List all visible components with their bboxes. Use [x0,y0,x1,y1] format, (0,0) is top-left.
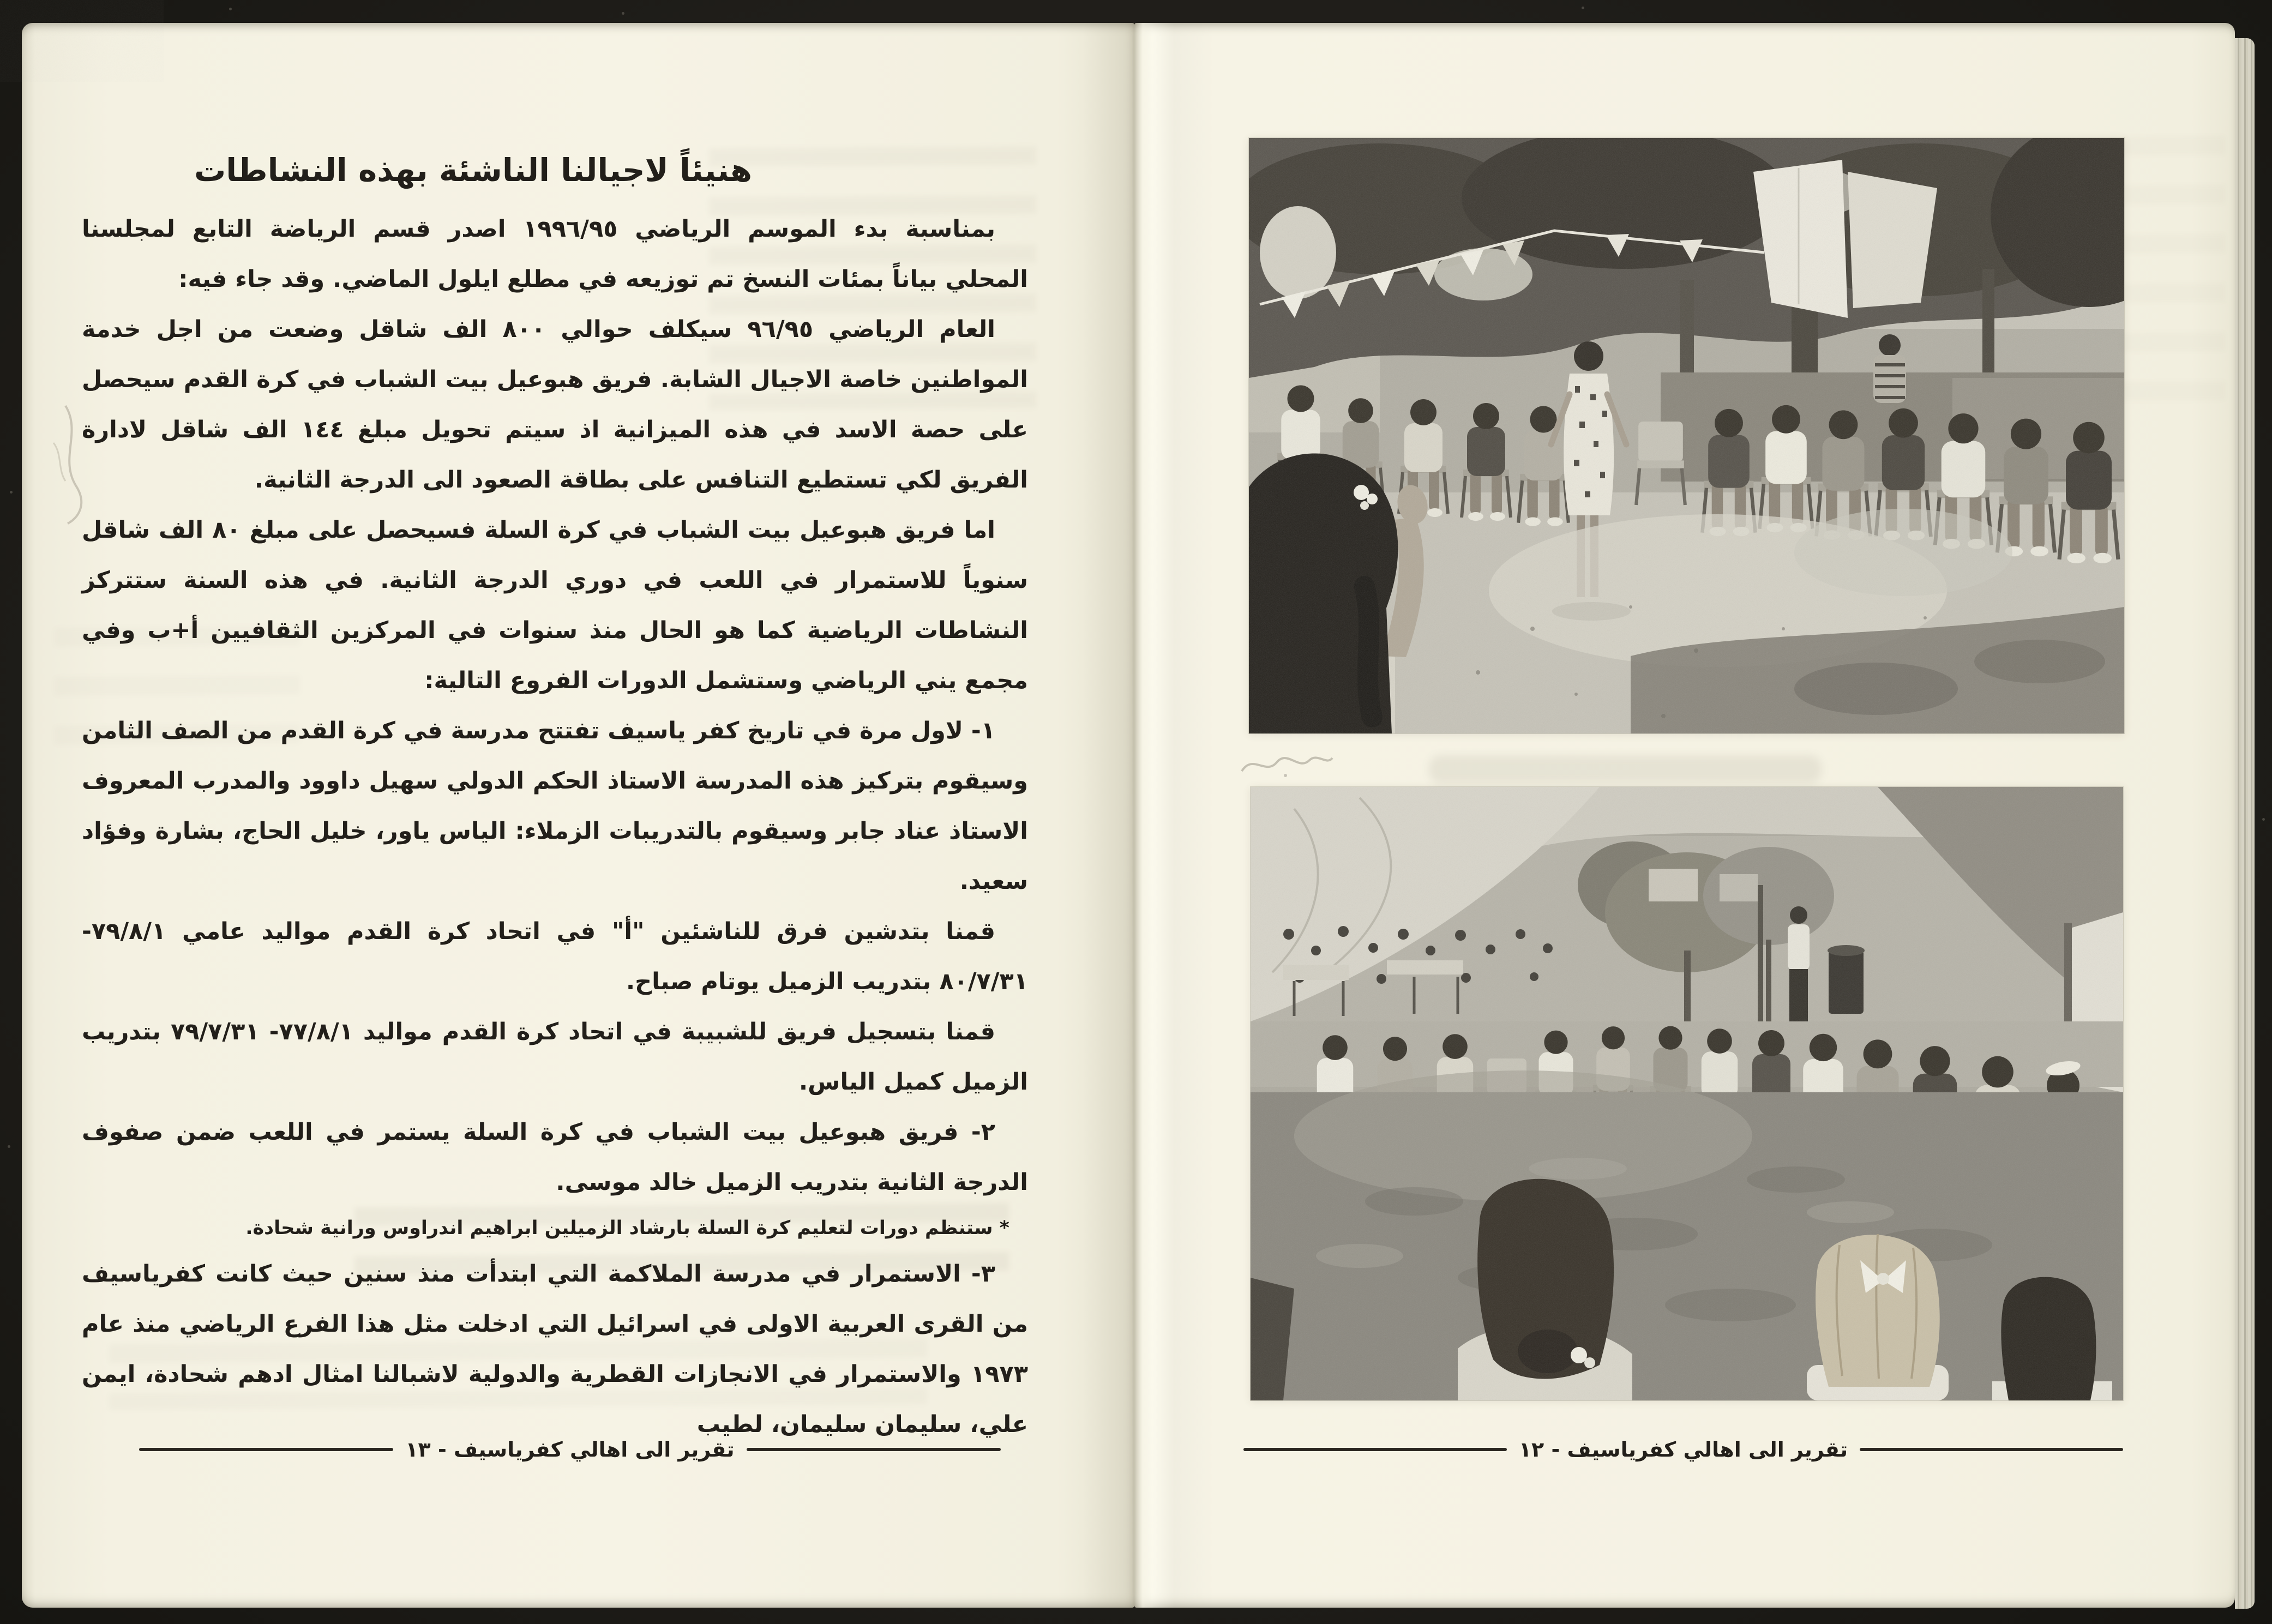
dust-speck [229,8,232,10]
dust-speck [622,12,624,15]
right-footer-text: تقرير الى اهالي كفرياسيف - ١٢ [1518,1437,1848,1461]
handwritten-note-mark [1235,737,1339,786]
list-item-3-boxing-school: ٣- الاستمرار في مدرسة الملاكمة التي ابتدأت منذ سنين حيث كانت كفرياسيف من القرى العربية الاولى في اسرائيل التي ادخلت مثل هذا الفرع الرياضي منذ عام ١٩٧٣ والاستمرار في الانجازات القطرية والدولية لاشبالنا امثال ادهم شحادة، ايمن علي، سليمان سليمان، لطيب [82,1260,1028,1438]
photo-children-outdoor-circle [1249,138,2124,733]
ink-bleed-through [1429,755,1822,784]
photo-illustration [1249,138,2124,733]
dust-speck [1582,7,1584,9]
photo-children-tent-circle [1251,787,2123,1400]
paragraph-youth-registration: قمنا بتسجيل فريق للشبيبة في اتحاد كرة القدم مواليد ٧٧/٨/١- ٧٩/٧/٣١ بتدريب الزميل كميل الياس. [82,1018,1028,1096]
footer-rule [1243,1448,1507,1451]
footer-rule [139,1448,393,1451]
ink-bleed-through [2121,136,2225,420]
article-body [82,204,1028,1449]
paragraph-youth-a-teams: قمنا بتدشين فرق للناشئين "أ" في اتحاد كرة القدم مواليد عامي ٧٩/٨/١- ٨٠/٧/٣١ بتدريب الزميل يوتام صباح. [82,918,1028,995]
list-item-1-football-school: ١- لاول مرة في تاريخ كفر ياسيف تفتتح مدرسة في كرة القدم من الصف الثامن وسيقوم بتركيز هذه المدرسة الاستاذ الحكم الدولي سهيل داوود والمدرب المعروف الاستاذ عناد جابر وسيقوم بالتدريبات الزملاء: الياس ياور، خليل الحاج، بشارة وفؤاد سعيد. [82,717,1028,895]
paragraph-budget: العام الرياضي ٩٦/٩٥ سيكلف حوالي ٨٠٠ الف شاقل وضعت من اجل خدمة المواطنين خاصة الاجيال الشابة. فريق هبوعيل بيت الشباب في كرة القدم سيحصل على حصة الاسد في هذه الميزانية اذ سيتم تحويل مبلغ ١٤٤ الف شاقل لادارة الفريق لكي تستطيع التنافس على بطاقة الصعود الى الدرجة الثانية. [82,316,1028,494]
paragraph-basketball-budget: اما فريق هبوعيل بيت الشباب في كرة السلة فسيحصل على مبلغ ٨٠ الف شاقل سنوياً للاستمرار في اللعب في دوري الدرجة الثانية. في هذه السنة ستتركز النشاطات الرياضية كما هو الحال منذ سنوات في المركزين الثقافيين أ+ب وفي مجمع يني الرياضي وستشمل الدورات الفروع التالية: [82,516,1028,694]
dust-speck [8,1145,10,1148]
dust-speck [2262,818,2265,821]
right-page [1134,23,2235,1608]
photo-illustration [1251,787,2123,1400]
dust-speck [10,491,13,494]
left-page [22,23,1134,1608]
footer-rule [1860,1448,2123,1451]
list-item-2-basketball-team: ٢- فريق هبوعيل بيت الشباب في كرة السلة يستمر في اللعب ضمن صفوف الدرجة الثانية بتدريب الزميل خالد موسى. [82,1118,1028,1196]
paragraph-intro: بمناسبة بدء الموسم الرياضي ١٩٩٦/٩٥ اصدر قسم الرياضة التابع لمجلسنا المحلي بياناً بمئات النسخ تم توزيعه في مطلع ايلول الماضي. وقد جاء فيه: [82,215,1028,293]
right-page-footer [1243,1437,2123,1461]
left-page-footer [139,1437,1001,1461]
page-stack-edge [2235,38,2255,1609]
footnote-basketball-courses: * ستنظم دورات لتعليم كرة السلة بارشاد الزميلين ابراهيم اندراوس ورانية شحادة. [245,1217,1009,1239]
footer-rule [747,1448,1001,1451]
page-title: هنيئاً لاجيالنا الناشئة بهذه النشاطات [194,152,753,189]
left-footer-text: تقرير الى اهالي كفرياسيف - ١٣ [405,1437,735,1461]
